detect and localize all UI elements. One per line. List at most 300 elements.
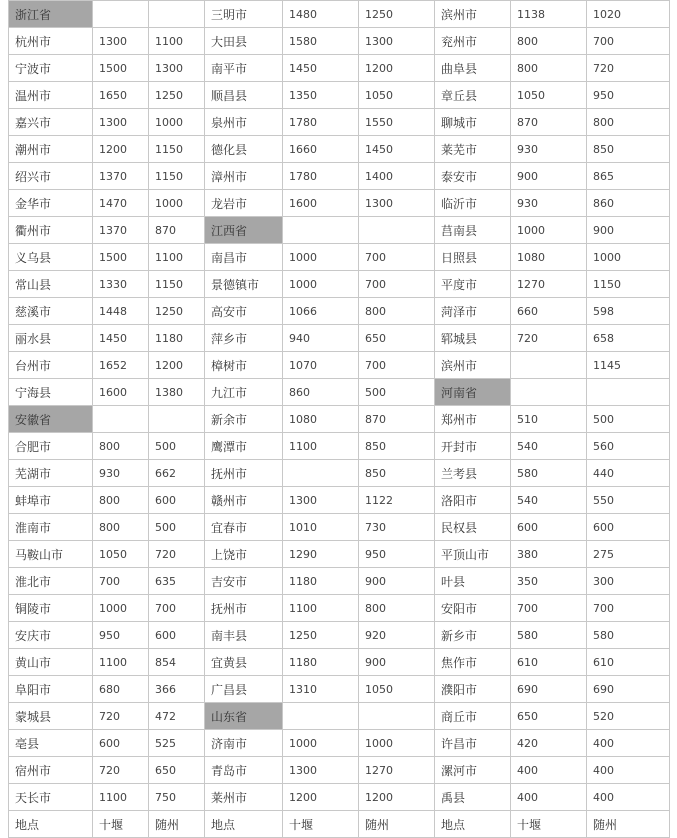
place-cell: 滨州市 <box>435 352 511 379</box>
place-cell: 宁海县 <box>9 379 93 406</box>
place-cell: 马鞍山市 <box>9 541 93 568</box>
column-label-cell: 十堰 <box>511 811 587 838</box>
table-row <box>9 433 670 460</box>
place-cell: 南平市 <box>205 55 283 82</box>
suizhou-value-cell: 1550 <box>359 109 435 136</box>
suizhou-value-cell: 1450 <box>359 136 435 163</box>
shiyan-value-cell: 1100 <box>93 784 149 811</box>
suizhou-value-cell: 700 <box>359 352 435 379</box>
shiyan-value-cell: 1330 <box>93 271 149 298</box>
place-cell: 宁波市 <box>9 55 93 82</box>
shiyan-value-cell: 1650 <box>93 82 149 109</box>
place-cell: 温州市 <box>9 82 93 109</box>
shiyan-value-cell: 1050 <box>93 541 149 568</box>
shiyan-value-cell: 1000 <box>283 730 359 757</box>
place-cell: 铜陵市 <box>9 595 93 622</box>
shiyan-value-cell: 1600 <box>93 379 149 406</box>
suizhou-value-cell: 1050 <box>359 676 435 703</box>
suizhou-value-cell: 1150 <box>149 271 205 298</box>
suizhou-value-cell: 870 <box>359 406 435 433</box>
shiyan-value-cell: 940 <box>283 325 359 352</box>
shiyan-value-cell: 1080 <box>511 244 587 271</box>
table-row <box>9 190 670 217</box>
table-row <box>9 703 670 730</box>
suizhou-value-cell: 440 <box>587 460 670 487</box>
table-row <box>9 676 670 703</box>
shiyan-value-cell: 950 <box>93 622 149 649</box>
place-cell: 义乌县 <box>9 244 93 271</box>
shiyan-value-cell: 1000 <box>283 244 359 271</box>
shiyan-value-cell: 1660 <box>283 136 359 163</box>
place-cell: 芜湖市 <box>9 460 93 487</box>
place-cell: 天长市 <box>9 784 93 811</box>
suizhou-value-cell: 865 <box>587 163 670 190</box>
suizhou-value-cell: 1150 <box>149 136 205 163</box>
table-row <box>9 811 670 838</box>
place-cell: 平顶山市 <box>435 541 511 568</box>
shiyan-value-cell: 1000 <box>511 217 587 244</box>
suizhou-value-cell: 1000 <box>359 730 435 757</box>
shiyan-value-cell: 1370 <box>93 163 149 190</box>
shiyan-value-cell: 1100 <box>93 649 149 676</box>
suizhou-value-cell: 600 <box>149 622 205 649</box>
shiyan-value-cell: 680 <box>93 676 149 703</box>
suizhou-value-cell: 1200 <box>359 55 435 82</box>
place-cell: 金华市 <box>9 190 93 217</box>
suizhou-value-cell: 500 <box>587 406 670 433</box>
shiyan-value-cell: 860 <box>283 379 359 406</box>
table-row <box>9 730 670 757</box>
place-cell: 济南市 <box>205 730 283 757</box>
table-row <box>9 649 670 676</box>
place-cell: 蚌埠市 <box>9 487 93 514</box>
suizhou-value-cell: 860 <box>587 190 670 217</box>
shiyan-value-cell: 580 <box>511 460 587 487</box>
shiyan-value-cell: 1050 <box>511 82 587 109</box>
shiyan-value-cell <box>511 379 587 406</box>
shiyan-value-cell: 1000 <box>283 271 359 298</box>
shiyan-value-cell <box>93 406 149 433</box>
suizhou-value-cell: 400 <box>587 730 670 757</box>
place-cell: 南丰县 <box>205 622 283 649</box>
shiyan-value-cell: 610 <box>511 649 587 676</box>
table-row <box>9 28 670 55</box>
shiyan-value-cell: 1300 <box>283 487 359 514</box>
place-cell: 许昌市 <box>435 730 511 757</box>
place-cell: 大田县 <box>205 28 283 55</box>
suizhou-value-cell: 300 <box>587 568 670 595</box>
suizhou-value-cell: 1270 <box>359 757 435 784</box>
table-row <box>9 325 670 352</box>
suizhou-value-cell: 650 <box>359 325 435 352</box>
suizhou-value-cell: 870 <box>149 217 205 244</box>
shiyan-value-cell: 700 <box>93 568 149 595</box>
place-cell: 德化县 <box>205 136 283 163</box>
suizhou-value-cell: 500 <box>149 514 205 541</box>
place-cell: 曲阜县 <box>435 55 511 82</box>
suizhou-value-cell: 1122 <box>359 487 435 514</box>
suizhou-value-cell: 1020 <box>587 1 670 28</box>
suizhou-value-cell: 900 <box>359 649 435 676</box>
shiyan-value-cell: 870 <box>511 109 587 136</box>
place-cell: 临沂市 <box>435 190 511 217</box>
suizhou-value-cell: 850 <box>359 460 435 487</box>
place-cell: 合肥市 <box>9 433 93 460</box>
shiyan-value-cell: 1070 <box>283 352 359 379</box>
place-cell: 龙岩市 <box>205 190 283 217</box>
suizhou-value-cell: 1145 <box>587 352 670 379</box>
shiyan-value-cell: 1450 <box>93 325 149 352</box>
shiyan-value-cell: 1500 <box>93 55 149 82</box>
shiyan-value-cell: 690 <box>511 676 587 703</box>
place-cell: 景德镇市 <box>205 271 283 298</box>
shiyan-value-cell <box>93 1 149 28</box>
place-cell: 南昌市 <box>205 244 283 271</box>
shiyan-value-cell: 1100 <box>283 433 359 460</box>
suizhou-value-cell: 920 <box>359 622 435 649</box>
place-cell: 常山县 <box>9 271 93 298</box>
suizhou-value-cell: 560 <box>587 433 670 460</box>
place-cell: 郑州市 <box>435 406 511 433</box>
suizhou-value-cell: 598 <box>587 298 670 325</box>
shiyan-value-cell: 1470 <box>93 190 149 217</box>
place-cell: 安阳市 <box>435 595 511 622</box>
suizhou-value-cell: 800 <box>359 595 435 622</box>
place-cell: 安庆市 <box>9 622 93 649</box>
suizhou-value-cell: 1150 <box>149 163 205 190</box>
place-cell: 滨州市 <box>435 1 511 28</box>
place-cell: 焦作市 <box>435 649 511 676</box>
suizhou-value-cell: 900 <box>587 217 670 244</box>
place-cell: 丽水县 <box>9 325 93 352</box>
place-cell: 吉安市 <box>205 568 283 595</box>
suizhou-value-cell: 950 <box>587 82 670 109</box>
table-row <box>9 136 670 163</box>
suizhou-value-cell: 662 <box>149 460 205 487</box>
suizhou-value-cell: 658 <box>587 325 670 352</box>
shiyan-value-cell: 800 <box>511 55 587 82</box>
shiyan-value-cell: 930 <box>511 136 587 163</box>
shiyan-value-cell <box>283 217 359 244</box>
province-header-cell: 江西省 <box>205 217 283 244</box>
shiyan-value-cell: 930 <box>511 190 587 217</box>
place-cell: 樟树市 <box>205 352 283 379</box>
suizhou-value-cell <box>359 217 435 244</box>
shiyan-value-cell: 1780 <box>283 109 359 136</box>
shiyan-value-cell: 1350 <box>283 82 359 109</box>
suizhou-value-cell: 1150 <box>587 271 670 298</box>
shiyan-value-cell: 1290 <box>283 541 359 568</box>
province-header-cell: 河南省 <box>435 379 511 406</box>
suizhou-value-cell: 1300 <box>359 190 435 217</box>
shiyan-value-cell: 400 <box>511 784 587 811</box>
table-row <box>9 622 670 649</box>
shiyan-value-cell: 1200 <box>283 784 359 811</box>
place-cell: 兖州市 <box>435 28 511 55</box>
place-cell: 萍乡市 <box>205 325 283 352</box>
place-cell: 嘉兴市 <box>9 109 93 136</box>
table-row <box>9 514 670 541</box>
column-label-cell: 随州 <box>149 811 205 838</box>
place-cell: 章丘县 <box>435 82 511 109</box>
place-cell: 莱州市 <box>205 784 283 811</box>
freight-rate-table <box>8 0 670 838</box>
place-cell: 莒南县 <box>435 217 511 244</box>
table-body <box>9 1 670 838</box>
place-cell: 抚州市 <box>205 595 283 622</box>
shiyan-value-cell: 380 <box>511 541 587 568</box>
suizhou-value-cell: 650 <box>149 757 205 784</box>
shiyan-value-cell: 1480 <box>283 1 359 28</box>
suizhou-value-cell <box>587 379 670 406</box>
place-cell: 杭州市 <box>9 28 93 55</box>
suizhou-value-cell: 275 <box>587 541 670 568</box>
place-cell: 平度市 <box>435 271 511 298</box>
shiyan-value-cell: 720 <box>511 325 587 352</box>
place-cell: 顺昌县 <box>205 82 283 109</box>
place-cell: 宜春市 <box>205 514 283 541</box>
suizhou-value-cell: 700 <box>587 28 670 55</box>
table-row <box>9 595 670 622</box>
shiyan-value-cell: 400 <box>511 757 587 784</box>
place-cell: 莱芜市 <box>435 136 511 163</box>
shiyan-value-cell: 1780 <box>283 163 359 190</box>
suizhou-value-cell: 1250 <box>359 1 435 28</box>
place-cell: 潮州市 <box>9 136 93 163</box>
suizhou-value-cell: 1300 <box>149 55 205 82</box>
shiyan-value-cell: 1300 <box>283 757 359 784</box>
place-cell: 开封市 <box>435 433 511 460</box>
place-cell: 上饶市 <box>205 541 283 568</box>
shiyan-value-cell: 1010 <box>283 514 359 541</box>
place-cell: 聊城市 <box>435 109 511 136</box>
shiyan-value-cell: 1652 <box>93 352 149 379</box>
table-row <box>9 757 670 784</box>
suizhou-value-cell: 950 <box>359 541 435 568</box>
table-row <box>9 379 670 406</box>
suizhou-value-cell <box>149 406 205 433</box>
suizhou-value-cell: 580 <box>587 622 670 649</box>
table-row <box>9 406 670 433</box>
shiyan-value-cell: 510 <box>511 406 587 433</box>
shiyan-value-cell: 800 <box>511 28 587 55</box>
place-cell: 淮北市 <box>9 568 93 595</box>
shiyan-value-cell: 350 <box>511 568 587 595</box>
place-cell: 三明市 <box>205 1 283 28</box>
suizhou-value-cell: 400 <box>587 757 670 784</box>
shiyan-value-cell: 1100 <box>283 595 359 622</box>
shiyan-value-cell: 1310 <box>283 676 359 703</box>
suizhou-value-cell: 525 <box>149 730 205 757</box>
suizhou-value-cell: 700 <box>149 595 205 622</box>
suizhou-value-cell: 600 <box>587 514 670 541</box>
suizhou-value-cell <box>149 1 205 28</box>
table-row <box>9 244 670 271</box>
suizhou-value-cell: 700 <box>359 271 435 298</box>
shiyan-value-cell: 1080 <box>283 406 359 433</box>
shiyan-value-cell: 930 <box>93 460 149 487</box>
shiyan-value-cell: 1270 <box>511 271 587 298</box>
place-cell: 洛阳市 <box>435 487 511 514</box>
shiyan-value-cell: 1450 <box>283 55 359 82</box>
suizhou-value-cell: 1050 <box>359 82 435 109</box>
shiyan-value-cell: 1600 <box>283 190 359 217</box>
shiyan-value-cell: 700 <box>511 595 587 622</box>
shiyan-value-cell: 420 <box>511 730 587 757</box>
suizhou-value-cell: 690 <box>587 676 670 703</box>
shiyan-value-cell: 800 <box>93 433 149 460</box>
suizhou-value-cell: 1100 <box>149 244 205 271</box>
shiyan-value-cell: 1000 <box>93 595 149 622</box>
table-row <box>9 568 670 595</box>
column-label-cell: 十堰 <box>93 811 149 838</box>
place-cell: 日照县 <box>435 244 511 271</box>
place-cell: 泉州市 <box>205 109 283 136</box>
suizhou-value-cell: 900 <box>359 568 435 595</box>
place-cell: 叶县 <box>435 568 511 595</box>
shiyan-value-cell: 900 <box>511 163 587 190</box>
place-cell: 宿州市 <box>9 757 93 784</box>
place-cell: 宜黄县 <box>205 649 283 676</box>
table-row <box>9 271 670 298</box>
shiyan-value-cell: 1370 <box>93 217 149 244</box>
place-cell: 台州市 <box>9 352 93 379</box>
shiyan-value-cell: 660 <box>511 298 587 325</box>
shiyan-value-cell: 580 <box>511 622 587 649</box>
shiyan-value-cell: 540 <box>511 433 587 460</box>
province-header-cell: 浙江省 <box>9 1 93 28</box>
place-cell: 广昌县 <box>205 676 283 703</box>
table-row <box>9 82 670 109</box>
suizhou-value-cell: 720 <box>149 541 205 568</box>
place-cell: 民权县 <box>435 514 511 541</box>
place-cell: 蒙城县 <box>9 703 93 730</box>
place-cell: 赣州市 <box>205 487 283 514</box>
suizhou-value-cell <box>359 703 435 730</box>
place-cell: 亳县 <box>9 730 93 757</box>
shiyan-value-cell: 1250 <box>283 622 359 649</box>
table-row <box>9 298 670 325</box>
suizhou-value-cell: 1180 <box>149 325 205 352</box>
suizhou-value-cell: 366 <box>149 676 205 703</box>
shiyan-value-cell <box>283 703 359 730</box>
column-label-cell: 地点 <box>205 811 283 838</box>
province-header-cell: 山东省 <box>205 703 283 730</box>
suizhou-value-cell: 1250 <box>149 82 205 109</box>
suizhou-value-cell: 472 <box>149 703 205 730</box>
suizhou-value-cell: 750 <box>149 784 205 811</box>
place-cell: 泰安市 <box>435 163 511 190</box>
table-row <box>9 784 670 811</box>
place-cell: 新乡市 <box>435 622 511 649</box>
suizhou-value-cell: 550 <box>587 487 670 514</box>
column-label-cell: 地点 <box>435 811 511 838</box>
table-row <box>9 541 670 568</box>
table-row <box>9 217 670 244</box>
shiyan-value-cell: 1580 <box>283 28 359 55</box>
province-header-cell: 安徽省 <box>9 406 93 433</box>
shiyan-value-cell: 540 <box>511 487 587 514</box>
shiyan-value-cell: 600 <box>93 730 149 757</box>
place-cell: 商丘市 <box>435 703 511 730</box>
column-label-cell: 随州 <box>587 811 670 838</box>
suizhou-value-cell: 1250 <box>149 298 205 325</box>
shiyan-value-cell <box>511 352 587 379</box>
place-cell: 绍兴市 <box>9 163 93 190</box>
suizhou-value-cell: 610 <box>587 649 670 676</box>
shiyan-value-cell: 1180 <box>283 649 359 676</box>
shiyan-value-cell: 800 <box>93 487 149 514</box>
place-cell: 慈溪市 <box>9 298 93 325</box>
shiyan-value-cell: 720 <box>93 757 149 784</box>
shiyan-value-cell: 800 <box>93 514 149 541</box>
suizhou-value-cell: 700 <box>587 595 670 622</box>
place-cell: 菏泽市 <box>435 298 511 325</box>
suizhou-value-cell: 850 <box>587 136 670 163</box>
suizhou-value-cell: 500 <box>149 433 205 460</box>
suizhou-value-cell: 1100 <box>149 28 205 55</box>
suizhou-value-cell: 1200 <box>359 784 435 811</box>
place-cell: 九江市 <box>205 379 283 406</box>
place-cell: 郓城县 <box>435 325 511 352</box>
suizhou-value-cell: 854 <box>149 649 205 676</box>
suizhou-value-cell: 1200 <box>149 352 205 379</box>
column-label-cell: 十堰 <box>283 811 359 838</box>
shiyan-value-cell: 720 <box>93 703 149 730</box>
shiyan-value-cell: 1200 <box>93 136 149 163</box>
column-label-cell: 地点 <box>9 811 93 838</box>
table-row <box>9 460 670 487</box>
table-row <box>9 1 670 28</box>
suizhou-value-cell: 600 <box>149 487 205 514</box>
table-row <box>9 55 670 82</box>
table-row <box>9 163 670 190</box>
suizhou-value-cell: 1000 <box>149 190 205 217</box>
table-row <box>9 109 670 136</box>
place-cell: 鹰潭市 <box>205 433 283 460</box>
suizhou-value-cell: 1000 <box>149 109 205 136</box>
suizhou-value-cell: 850 <box>359 433 435 460</box>
place-cell: 抚州市 <box>205 460 283 487</box>
place-cell: 阜阳市 <box>9 676 93 703</box>
place-cell: 兰考县 <box>435 460 511 487</box>
shiyan-value-cell: 1448 <box>93 298 149 325</box>
shiyan-value-cell: 1500 <box>93 244 149 271</box>
shiyan-value-cell: 600 <box>511 514 587 541</box>
place-cell: 禹县 <box>435 784 511 811</box>
place-cell: 黄山市 <box>9 649 93 676</box>
suizhou-value-cell: 800 <box>359 298 435 325</box>
column-label-cell: 随州 <box>359 811 435 838</box>
suizhou-value-cell: 1300 <box>359 28 435 55</box>
suizhou-value-cell: 400 <box>587 784 670 811</box>
place-cell: 濮阳市 <box>435 676 511 703</box>
suizhou-value-cell: 1400 <box>359 163 435 190</box>
suizhou-value-cell: 520 <box>587 703 670 730</box>
shiyan-value-cell: 650 <box>511 703 587 730</box>
table-row <box>9 352 670 379</box>
shiyan-value-cell: 1300 <box>93 109 149 136</box>
shiyan-value-cell: 1066 <box>283 298 359 325</box>
shiyan-value-cell: 1300 <box>93 28 149 55</box>
shiyan-value-cell: 1180 <box>283 568 359 595</box>
suizhou-value-cell: 800 <box>587 109 670 136</box>
table-row <box>9 487 670 514</box>
suizhou-value-cell: 720 <box>587 55 670 82</box>
place-cell: 衢州市 <box>9 217 93 244</box>
shiyan-value-cell: 1138 <box>511 1 587 28</box>
place-cell: 高安市 <box>205 298 283 325</box>
